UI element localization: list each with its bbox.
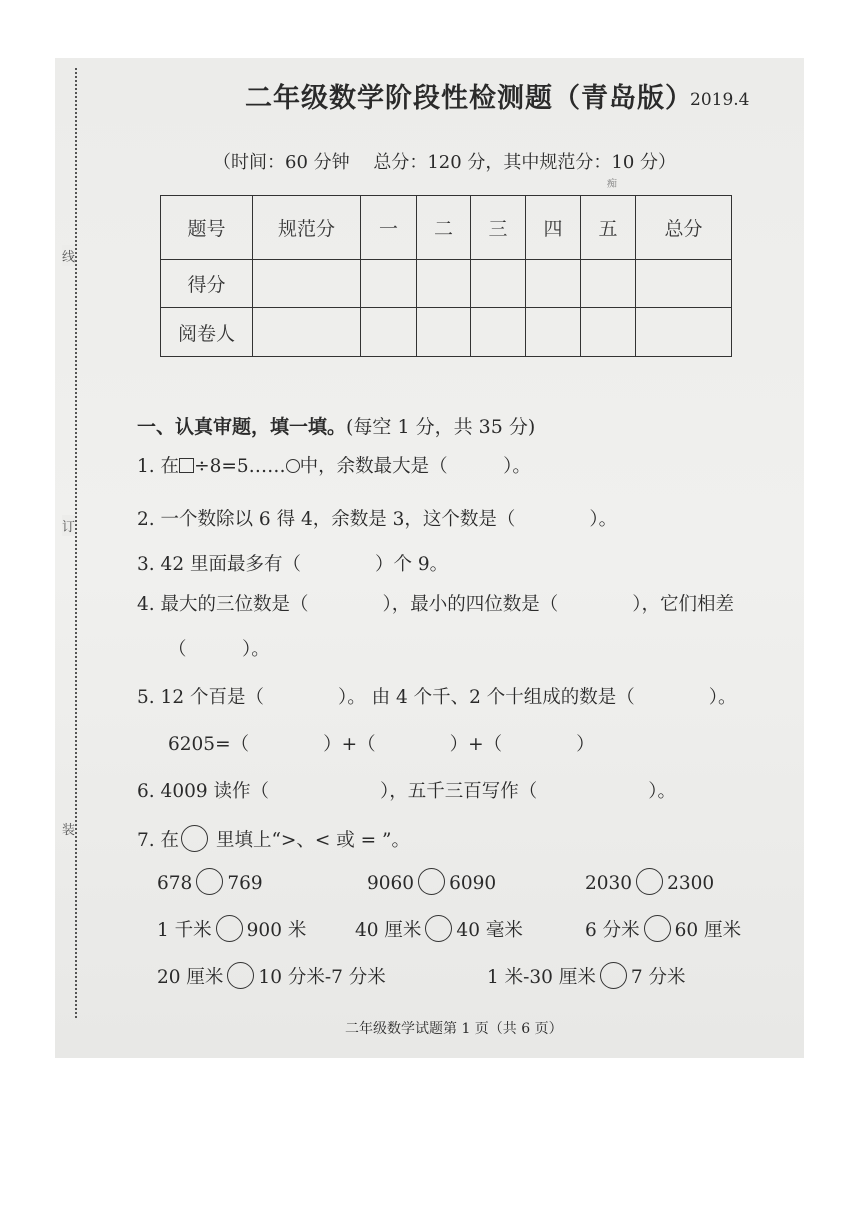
question-2 xyxy=(137,505,617,531)
question-text: 一个数除以 6 得 4，余数是 3，这个数是（ ）。 xyxy=(160,509,618,530)
grader-cell[interactable] xyxy=(636,308,732,357)
answer-circle[interactable] xyxy=(636,868,663,895)
margin-char-zhuang: 装 xyxy=(62,818,75,839)
grader-cell[interactable] xyxy=(581,308,636,357)
exam-title: 二年级数学阶段性检测题（青岛版） xyxy=(245,83,693,114)
compare-left: 2030 xyxy=(585,873,633,894)
question-number: 1. xyxy=(137,456,155,477)
header-cell: 二 xyxy=(417,196,471,260)
compare-right: 40 毫米 xyxy=(456,920,523,941)
question-number: 6. xyxy=(137,781,155,802)
grader-cell[interactable] xyxy=(253,308,361,357)
header-cell: 五 xyxy=(581,196,636,260)
question-number: 5. xyxy=(137,687,155,708)
question-number: 2. xyxy=(137,509,155,530)
comparison-item xyxy=(585,868,714,895)
header-cell: 四 xyxy=(526,196,581,260)
row-label: 阅卷人 xyxy=(161,308,253,357)
compare-right: 7 分米 xyxy=(630,967,686,988)
answer-circle[interactable] xyxy=(644,915,671,942)
circle-icon xyxy=(181,825,208,852)
score-cell[interactable] xyxy=(253,260,361,308)
margin-char-xian: 线 xyxy=(62,245,75,266)
row-label: 得分 xyxy=(161,260,253,308)
binding-dotted-line xyxy=(75,68,77,1018)
question-text: 42 里面最多有（ ）个 9。 xyxy=(160,554,449,575)
comparison-item xyxy=(157,915,306,942)
answer-circle[interactable] xyxy=(600,962,627,989)
stray-mark: 痴 xyxy=(607,179,617,190)
question-text: 12 个百是（ ）。 由 4 个千、2 个十组成的数是（ ）。 xyxy=(160,687,737,708)
compare-left: 1 米-30 厘米 xyxy=(487,967,596,988)
comparison-item xyxy=(585,915,741,942)
circle-icon xyxy=(286,459,300,473)
compare-right: 769 xyxy=(227,873,263,894)
header-cell: 三 xyxy=(471,196,526,260)
question-4 xyxy=(137,590,734,616)
section-title: 一、认真审题，填一填。 xyxy=(137,416,347,438)
question-5 xyxy=(137,683,737,709)
header-cell: 规范分 xyxy=(253,196,361,260)
compare-left: 20 厘米 xyxy=(157,967,224,988)
question-text: 中，余数最大是（ ）。 xyxy=(299,456,531,477)
question-3 xyxy=(137,550,448,576)
answer-circle[interactable] xyxy=(227,962,254,989)
comparison-item xyxy=(157,962,386,989)
grader-cell[interactable] xyxy=(526,308,581,357)
grader-cell[interactable] xyxy=(361,308,417,357)
score-cell[interactable] xyxy=(361,260,417,308)
question-5-continued: 6205=（ ）+（ ）+（ ） xyxy=(168,734,595,755)
compare-right: 2300 xyxy=(667,873,715,894)
compare-left: 9060 xyxy=(367,873,415,894)
score-cell[interactable] xyxy=(417,260,471,308)
answer-circle[interactable] xyxy=(425,915,452,942)
compare-right: 6090 xyxy=(449,873,497,894)
score-cell[interactable] xyxy=(471,260,526,308)
compare-left: 1 千米 xyxy=(157,920,212,941)
margin-char-ding: 订 xyxy=(62,515,75,536)
page-footer: 二年级数学试题第 1 页（共 6 页） xyxy=(345,1021,563,1037)
compare-left: 6 分米 xyxy=(585,920,640,941)
grader-cell[interactable] xyxy=(471,308,526,357)
compare-right: 10 分米-7 分米 xyxy=(258,967,386,988)
score-cell[interactable] xyxy=(526,260,581,308)
score-cell[interactable] xyxy=(636,260,732,308)
question-number: 3. xyxy=(137,554,155,575)
header-cell: 总分 xyxy=(636,196,732,260)
question-number: 4. xyxy=(137,594,155,615)
question-number: 7. xyxy=(137,830,155,851)
question-4-continued: （ ）。 xyxy=(168,639,270,660)
compare-left: 40 厘米 xyxy=(355,920,422,941)
score-table xyxy=(160,195,732,357)
comparison-item xyxy=(367,868,496,895)
question-text: 最大的三位数是（ ），最小的四位数是（ ），它们相差 xyxy=(160,594,735,615)
header-cell: 题号 xyxy=(161,196,253,260)
score-cell[interactable] xyxy=(581,260,636,308)
comparison-item xyxy=(487,962,685,989)
answer-circle[interactable] xyxy=(418,868,445,895)
question-1 xyxy=(137,452,531,478)
header-cell: 一 xyxy=(361,196,417,260)
question-7 xyxy=(137,825,410,852)
question-text: 4009 读作（ ），五千三百写作（ ）。 xyxy=(160,781,677,802)
section-note: (每空 1 分，共 35 分) xyxy=(346,416,536,438)
exam-date: 2019.4 xyxy=(690,90,750,110)
question-text: ÷8=5…… xyxy=(194,456,286,477)
answer-circle[interactable] xyxy=(196,868,223,895)
compare-right: 900 米 xyxy=(246,920,307,941)
comparison-item xyxy=(355,915,523,942)
question-6 xyxy=(137,777,676,803)
square-icon xyxy=(179,458,194,473)
compare-right: 60 厘米 xyxy=(674,920,742,941)
question-text: 在 xyxy=(160,830,180,851)
section-heading xyxy=(137,412,535,439)
comparison-item xyxy=(157,868,263,895)
exam-subtitle: （时间：60 分钟 总分：120 分，其中规范分：10 分） xyxy=(213,152,677,173)
score-table-row xyxy=(161,308,732,357)
score-table-header-row xyxy=(161,196,732,260)
question-text: 在 xyxy=(160,456,180,477)
compare-left: 678 xyxy=(157,873,193,894)
answer-circle[interactable] xyxy=(216,915,243,942)
score-table-row xyxy=(161,260,732,308)
question-text: 里填上“>、< 或 = ”。 xyxy=(210,830,411,851)
grader-cell[interactable] xyxy=(417,308,471,357)
